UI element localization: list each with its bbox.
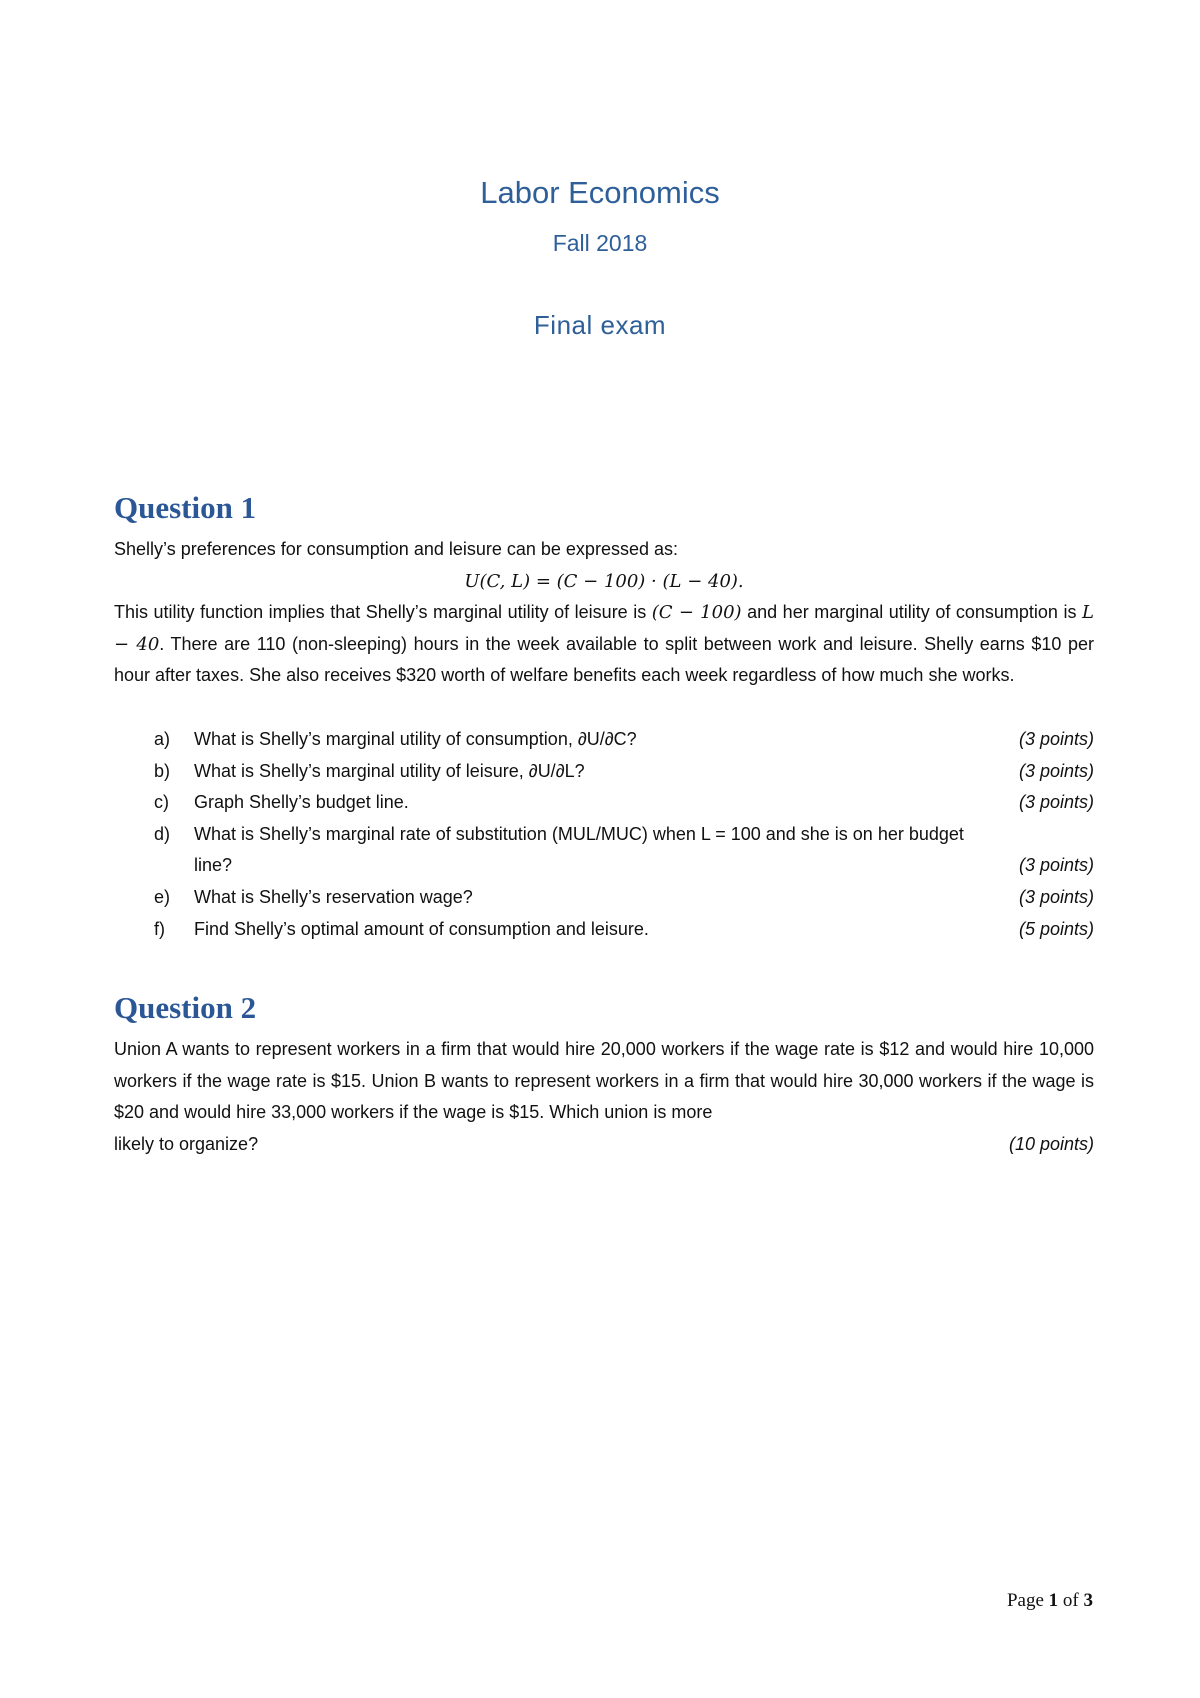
part-item xyxy=(114,819,1094,882)
part-item xyxy=(114,914,1094,946)
course-title: Labor Economics xyxy=(480,175,720,210)
page-total: 3 xyxy=(1083,1590,1093,1611)
question-2-heading: Question 2 xyxy=(114,990,257,1025)
question-1-intro: Shelly’s preferences for consumption and leisure can be expressed as: xyxy=(114,539,678,559)
part-label: b) xyxy=(154,760,171,781)
question-1-body-c: . There are 110 (non-sleeping) hours in the week available to split between work and leisure. Shelly earns $10 per hour after taxes. She also receives $320 worth of welfare benefits each week regardless of how much she works. xyxy=(114,633,1094,686)
page-number xyxy=(1007,1590,1093,1612)
part-item xyxy=(114,787,1094,819)
part-points: (5 points) xyxy=(1018,918,1094,939)
part-points: (3 points) xyxy=(1018,886,1094,907)
page-of: of xyxy=(1062,1590,1079,1611)
exam-type-label: Final exam xyxy=(533,310,667,340)
page-current: 1 xyxy=(1048,1590,1059,1611)
part-text-continued: line? xyxy=(194,855,233,876)
question-2-last-line: likely to organize? xyxy=(114,1133,259,1154)
part-label: a) xyxy=(154,729,171,749)
question-1-parts xyxy=(114,724,1094,945)
question-2-points: (10 points) xyxy=(1008,1133,1094,1154)
part-label: f) xyxy=(154,918,165,939)
term-label: Fall 2018 xyxy=(552,230,648,256)
marginal-utility-leisure-expr: (C − 100) xyxy=(651,602,742,624)
part-text: What is Shelly’s marginal utility of consumption, ∂U/∂C? xyxy=(194,729,637,749)
part-points: (3 points) xyxy=(1018,760,1094,781)
part-text: What is Shelly’s marginal rate of substitution (MUL/MUC) when L = 100 and she is on her budget xyxy=(194,823,964,844)
part-item xyxy=(114,882,1094,914)
part-text: What is Shelly’s marginal utility of leisure, ∂U/∂L? xyxy=(194,760,585,781)
part-text: Find Shelly’s optimal amount of consumption and leisure. xyxy=(194,918,649,939)
part-points: (3 points) xyxy=(1018,792,1094,813)
question-1-body-b: and her marginal utility of consumption is xyxy=(747,602,1077,623)
question-2-text xyxy=(114,1034,1094,1160)
part-label: d) xyxy=(154,823,171,844)
part-text: What is Shelly’s reservation wage? xyxy=(194,886,473,907)
question-1-text xyxy=(114,534,1094,692)
part-item xyxy=(114,756,1094,788)
part-item xyxy=(114,724,1094,756)
part-label: c) xyxy=(154,792,169,813)
part-label: e) xyxy=(154,886,171,907)
marginal-utility-consumption-expr: L − 40 xyxy=(114,602,1094,655)
page-prefix: Page xyxy=(1006,1590,1044,1611)
part-points: (3 points) xyxy=(1018,729,1094,749)
question-2-body: Union A wants to represent workers in a firm that would hire 20,000 workers if the wage rate is $12 and would hire 10,000 workers if the wage rate is $15. Union B wants to represent workers in a firm that would hire 30,000 workers if the wage is $20 and would hire 33,000 workers if the wage is $15. Which union is more xyxy=(114,1039,1094,1123)
question-1-body xyxy=(114,597,1094,692)
utility-formula: U(C, L) = (C − 100) · (L − 40). xyxy=(464,570,744,592)
question-1-heading: Question 1 xyxy=(114,490,257,525)
question-1-body-a: This utility function implies that Shelly’s marginal utility of leisure is xyxy=(114,602,647,623)
part-points: (3 points) xyxy=(1018,855,1094,876)
part-text: Graph Shelly’s budget line. xyxy=(194,792,409,813)
